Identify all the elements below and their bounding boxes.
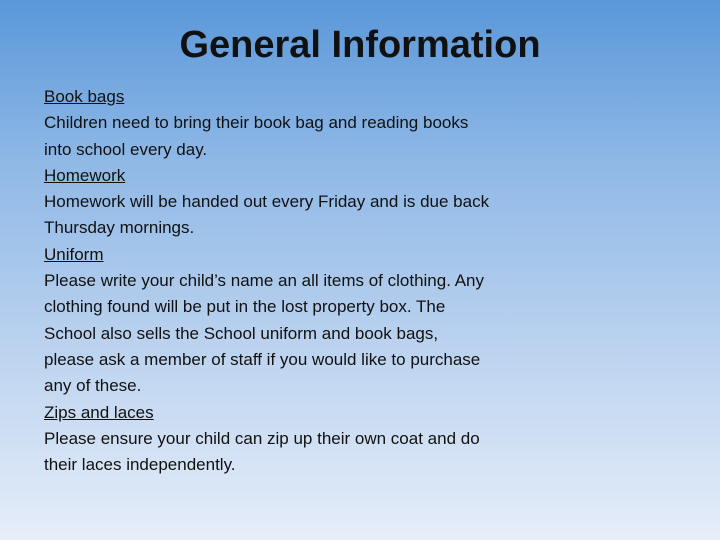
body-line: School also sells the School uniform and book bags, <box>44 323 439 343</box>
body-line: into school every day. <box>44 139 208 159</box>
section-heading-zips-and-laces: Zips and laces <box>44 402 154 422</box>
body-line: Homework will be handed out every Friday and is due back <box>44 192 490 212</box>
section-heading-uniform: Uniform <box>44 244 104 264</box>
section-heading-homework: Homework <box>44 165 126 185</box>
body-line: clothing found will be put in the lost property box. The <box>44 297 446 317</box>
body-line: their laces independently. <box>44 455 236 475</box>
body-line: Thursday mornings. <box>44 218 195 238</box>
body-line: any of these. <box>44 376 142 396</box>
body-line: please ask a member of staff if you would like to purchase <box>44 349 481 369</box>
body-line: Please write your child’s name an all items of clothing. Any <box>44 271 485 291</box>
body-line: Please ensure your child can zip up their own coat and do <box>44 428 480 448</box>
section-heading-book-bags: Book bags <box>44 87 125 106</box>
slide-body <box>44 84 544 478</box>
body-line: Children need to bring their book bag and reading books <box>44 113 469 133</box>
slide-title: General Information <box>179 24 541 66</box>
